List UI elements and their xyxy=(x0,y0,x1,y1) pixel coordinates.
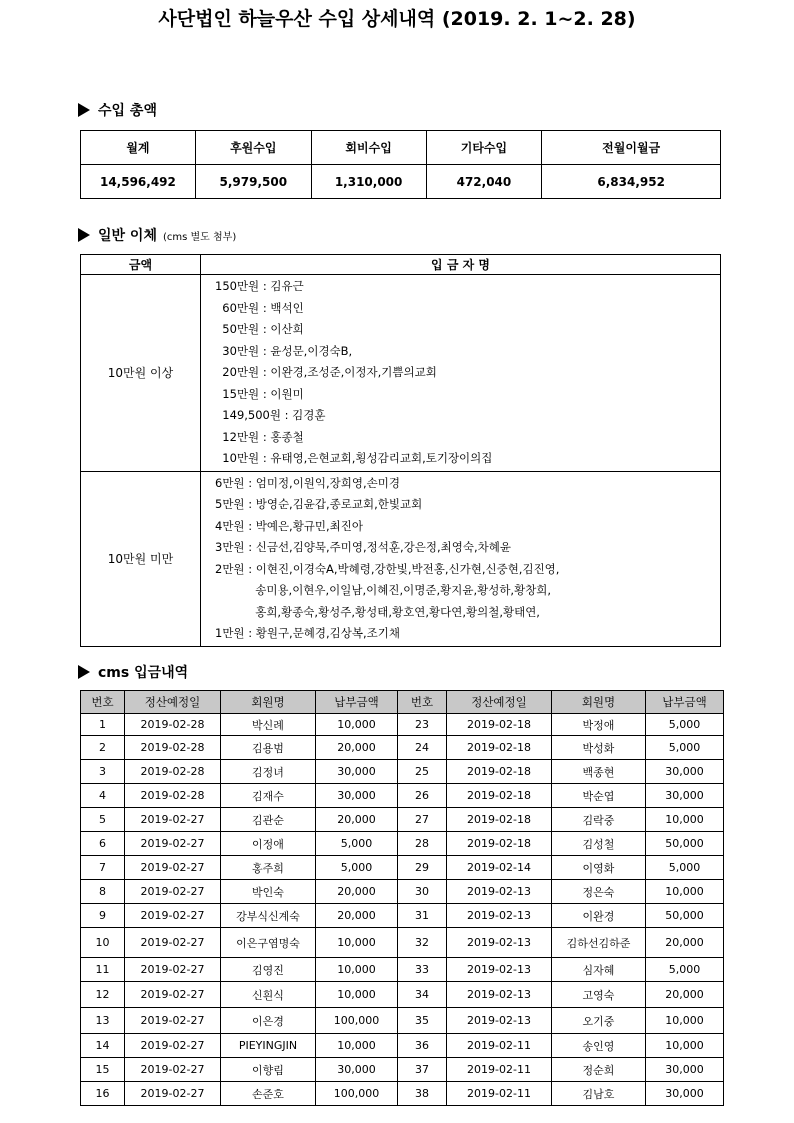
cms-cell: 32 xyxy=(398,928,447,958)
cms-cell: 김정녀 xyxy=(221,760,316,784)
cms-cell: 37 xyxy=(398,1058,447,1082)
cms-cell: 10,000 xyxy=(646,1034,724,1058)
cms-cell: 2019-02-28 xyxy=(125,784,221,808)
cms-header-row xyxy=(81,691,724,714)
cms-cell: 30,000 xyxy=(646,1082,724,1106)
cms-cell: 이향림 xyxy=(221,1058,316,1082)
cms-cell: 2019-02-18 xyxy=(447,714,552,736)
cms-cell: 10,000 xyxy=(316,1034,398,1058)
cms-cell: 박정애 xyxy=(552,714,646,736)
cms-cell: 이은구염명숙 xyxy=(221,928,316,958)
cms-header-cell: 납부금액 xyxy=(646,691,724,714)
table-row xyxy=(81,1034,724,1058)
table-row xyxy=(81,1058,724,1082)
table-row xyxy=(81,714,724,736)
cms-cell: 30,000 xyxy=(316,784,398,808)
general-line: 50만원 : 이산희 xyxy=(215,322,304,336)
cms-cell: 2019-02-13 xyxy=(447,904,552,928)
cms-cell: 5,000 xyxy=(316,856,398,880)
cms-cell: 9 xyxy=(81,904,125,928)
section-cms-label: cms 입금내역 xyxy=(98,665,189,681)
cms-cell: 20,000 xyxy=(316,880,398,904)
cms-cell: 5,000 xyxy=(646,714,724,736)
cms-cell: 4 xyxy=(81,784,125,808)
cms-cell: 31 xyxy=(398,904,447,928)
cms-header-cell: 회원명 xyxy=(221,691,316,714)
cms-cell: 2019-02-18 xyxy=(447,832,552,856)
cms-cell: 29 xyxy=(398,856,447,880)
triangle-right-icon xyxy=(78,103,90,117)
table-row xyxy=(81,880,724,904)
cms-cell: 정순희 xyxy=(552,1058,646,1082)
cms-cell: 36 xyxy=(398,1034,447,1058)
summary-value: 5,979,500 xyxy=(195,165,311,199)
cms-cell: 25 xyxy=(398,760,447,784)
table-row xyxy=(81,760,724,784)
cms-cell: 12 xyxy=(81,982,125,1008)
cms-cell: 20,000 xyxy=(646,928,724,958)
cms-cell: 2019-02-27 xyxy=(125,928,221,958)
general-transfer-table xyxy=(80,254,721,647)
general-line: 송미용,이현우,이일남,이혜진,이명준,황지윤,황성하,황창희, xyxy=(215,583,552,597)
cms-cell: 6 xyxy=(81,832,125,856)
cms-cell: 38 xyxy=(398,1082,447,1106)
cms-cell: 김하선김하준 xyxy=(552,928,646,958)
summary-table xyxy=(80,130,721,199)
general-line: 6만원 : 엄미정,이원익,장희영,손미경 xyxy=(215,475,400,490)
general-line: 20만원 : 이완경,조성준,이정자,기쁨의교회 xyxy=(215,365,437,379)
cms-cell: 13 xyxy=(81,1008,125,1034)
cms-cell: 20,000 xyxy=(316,904,398,928)
section-general-note: (cms 별도 첨부) xyxy=(162,232,237,243)
table-row xyxy=(81,832,724,856)
table-row xyxy=(81,928,724,958)
table-row xyxy=(81,736,724,760)
section-cms-heading xyxy=(78,662,188,682)
cms-cell: 30 xyxy=(398,880,447,904)
cms-cell: 2019-02-18 xyxy=(447,736,552,760)
cms-deposit-table xyxy=(80,690,724,1106)
general-line: 1만원 : 황원구,문혜경,김상복,조기채 xyxy=(215,626,400,640)
cms-cell: 24 xyxy=(398,736,447,760)
cms-cell: 2019-02-11 xyxy=(447,1082,552,1106)
general-line: 30만원 : 윤성문,이경숙B, xyxy=(215,343,353,358)
general-header-row xyxy=(81,255,721,275)
summary-header: 월계 xyxy=(81,131,196,165)
table-row xyxy=(81,1082,724,1106)
section-general-heading xyxy=(78,225,236,245)
cms-cell: 2019-02-27 xyxy=(125,958,221,982)
cms-header-cell: 납부금액 xyxy=(316,691,398,714)
summary-header: 후원수입 xyxy=(195,131,311,165)
cms-cell: 심자혜 xyxy=(552,958,646,982)
general-line: 60만원 : 백석인 xyxy=(215,300,304,315)
cms-cell: 2019-02-27 xyxy=(125,1034,221,1058)
cms-cell: 2019-02-27 xyxy=(125,856,221,880)
cms-cell: 1 xyxy=(81,714,125,736)
cms-cell: 16 xyxy=(81,1082,125,1106)
cms-header-cell: 번호 xyxy=(81,691,125,714)
cms-cell: 10,000 xyxy=(316,714,398,736)
cms-cell: 33 xyxy=(398,958,447,982)
table-row xyxy=(81,958,724,982)
cms-header-cell: 회원명 xyxy=(552,691,646,714)
cms-cell: 50,000 xyxy=(646,832,724,856)
cms-cell: 김락중 xyxy=(552,808,646,832)
cms-cell: 2019-02-18 xyxy=(447,784,552,808)
summary-header-row xyxy=(81,131,721,165)
cms-cell: 34 xyxy=(398,982,447,1008)
cms-cell: 35 xyxy=(398,1008,447,1034)
cms-cell: 2019-02-11 xyxy=(447,1058,552,1082)
general-line: 15만원 : 이원미 xyxy=(215,386,304,401)
cms-cell: 2019-02-18 xyxy=(447,808,552,832)
general-line: 10만원 : 유태영,은현교회,횡성감리교회,토기장이의집 xyxy=(215,451,493,465)
cms-header-cell: 정산예정일 xyxy=(447,691,552,714)
cms-cell: 10,000 xyxy=(316,982,398,1008)
cms-cell: 이정애 xyxy=(221,832,316,856)
cms-cell: 2019-02-13 xyxy=(447,928,552,958)
general-group-label: 10만원 미만 xyxy=(81,471,201,646)
cms-cell: 2019-02-27 xyxy=(125,982,221,1008)
triangle-right-icon xyxy=(78,665,90,679)
cms-cell: 김용범 xyxy=(221,736,316,760)
cms-cell: 2019-02-13 xyxy=(447,880,552,904)
general-group-row xyxy=(81,471,721,646)
cms-cell: 20,000 xyxy=(316,736,398,760)
cms-cell: 김재수 xyxy=(221,784,316,808)
cms-cell: 2019-02-27 xyxy=(125,1058,221,1082)
cms-cell: 30,000 xyxy=(316,760,398,784)
general-header-depositor: 입 금 자 명 xyxy=(201,255,721,275)
general-group-lines xyxy=(201,471,721,646)
cms-cell: 28 xyxy=(398,832,447,856)
cms-cell: 20,000 xyxy=(316,808,398,832)
section-summary-label: 수입 총액 xyxy=(98,103,157,119)
cms-header-cell: 번호 xyxy=(398,691,447,714)
cms-cell: 송인영 xyxy=(552,1034,646,1058)
cms-cell: 2019-02-27 xyxy=(125,880,221,904)
cms-cell: 2019-02-27 xyxy=(125,1082,221,1106)
table-row xyxy=(81,1008,724,1034)
cms-cell: 홍주희 xyxy=(221,856,316,880)
cms-cell: 정은숙 xyxy=(552,880,646,904)
cms-cell: 2019-02-27 xyxy=(125,832,221,856)
cms-cell: 김관순 xyxy=(221,808,316,832)
cms-cell: 5,000 xyxy=(316,832,398,856)
page-title: 사단법인 하늘우산 수입 상세내역 (2019. 2. 1~2. 28) xyxy=(158,8,636,30)
cms-cell: 50,000 xyxy=(646,904,724,928)
cms-cell: 김성철 xyxy=(552,832,646,856)
cms-cell: 2019-02-27 xyxy=(125,904,221,928)
cms-cell: 10,000 xyxy=(646,880,724,904)
table-row xyxy=(81,904,724,928)
general-line: 149,500원 : 김경훈 xyxy=(215,408,326,422)
cms-cell: 8 xyxy=(81,880,125,904)
cms-cell: 2019-02-14 xyxy=(447,856,552,880)
cms-cell: 2019-02-28 xyxy=(125,714,221,736)
summary-header: 기타수입 xyxy=(426,131,542,165)
summary-value: 472,040 xyxy=(426,165,542,199)
general-group-lines xyxy=(201,275,721,472)
cms-cell: 10,000 xyxy=(646,1008,724,1034)
cms-cell: 10 xyxy=(81,928,125,958)
cms-cell: 박성화 xyxy=(552,736,646,760)
cms-cell: 강부식신계숙 xyxy=(221,904,316,928)
cms-cell: 박인숙 xyxy=(221,880,316,904)
cms-cell: 2019-02-13 xyxy=(447,1008,552,1034)
general-line: 12만원 : 홍종철 xyxy=(215,429,304,444)
cms-cell: 30,000 xyxy=(646,1058,724,1082)
cms-cell: 11 xyxy=(81,958,125,982)
cms-cell: 이완경 xyxy=(552,904,646,928)
cms-cell: 김영진 xyxy=(221,958,316,982)
cms-cell: 10,000 xyxy=(646,808,724,832)
cms-cell: 2019-02-18 xyxy=(447,760,552,784)
summary-header: 전월이월금 xyxy=(542,131,721,165)
summary-value-row xyxy=(81,165,721,199)
cms-cell: 100,000 xyxy=(316,1008,398,1034)
cms-cell: 14 xyxy=(81,1034,125,1058)
cms-cell: 10,000 xyxy=(316,958,398,982)
general-line: 150만원 : 김유근 xyxy=(215,279,304,293)
cms-header-cell: 정산예정일 xyxy=(125,691,221,714)
cms-cell: 30,000 xyxy=(646,760,724,784)
cms-cell: 5,000 xyxy=(646,856,724,880)
summary-value: 1,310,000 xyxy=(311,165,426,199)
summary-value: 6,834,952 xyxy=(542,165,721,199)
cms-cell: 30,000 xyxy=(646,784,724,808)
cms-cell: 2 xyxy=(81,736,125,760)
section-general-label: 일반 이체 xyxy=(98,228,157,244)
cms-cell: 5,000 xyxy=(646,958,724,982)
cms-body xyxy=(81,714,724,1106)
cms-cell: 23 xyxy=(398,714,447,736)
table-row xyxy=(81,856,724,880)
cms-cell: 20,000 xyxy=(646,982,724,1008)
general-line: 2만원 : 이현진,이경숙A,박혜령,강한빛,박전홍,신가현,신중현,김진영, xyxy=(215,561,560,576)
cms-cell: 26 xyxy=(398,784,447,808)
cms-cell: 박신례 xyxy=(221,714,316,736)
cms-cell: 백종현 xyxy=(552,760,646,784)
cms-cell: 신흰식 xyxy=(221,982,316,1008)
cms-cell: 이은경 xyxy=(221,1008,316,1034)
summary-value: 14,596,492 xyxy=(81,165,196,199)
cms-cell: 2019-02-28 xyxy=(125,760,221,784)
general-line: 홍희,황종숙,황성주,황성태,황호연,황다연,황의철,황태연, xyxy=(215,604,540,619)
cms-cell: 김남호 xyxy=(552,1082,646,1106)
section-summary-heading xyxy=(78,100,157,120)
cms-cell: 2019-02-13 xyxy=(447,982,552,1008)
cms-cell: 5 xyxy=(81,808,125,832)
cms-cell: 30,000 xyxy=(316,1058,398,1082)
cms-cell: 2019-02-28 xyxy=(125,736,221,760)
cms-cell: 27 xyxy=(398,808,447,832)
cms-cell: 5,000 xyxy=(646,736,724,760)
cms-cell: 10,000 xyxy=(316,928,398,958)
general-line: 3만원 : 신금선,김양묵,주미영,정석훈,강은정,최영숙,차혜윤 xyxy=(215,540,511,554)
cms-cell: 2019-02-11 xyxy=(447,1034,552,1058)
cms-cell: 오기중 xyxy=(552,1008,646,1034)
cms-cell: PIEYINGJIN xyxy=(221,1034,316,1058)
general-header-amount: 금액 xyxy=(81,255,201,275)
cms-cell: 7 xyxy=(81,856,125,880)
table-row xyxy=(81,784,724,808)
general-line: 4만원 : 박예은,황규민,최진아 xyxy=(215,518,364,533)
cms-cell: 고영숙 xyxy=(552,982,646,1008)
triangle-right-icon xyxy=(78,228,90,242)
summary-header: 회비수입 xyxy=(311,131,426,165)
table-row xyxy=(81,982,724,1008)
table-row xyxy=(81,808,724,832)
general-group-label: 10만원 이상 xyxy=(81,275,201,472)
cms-cell: 3 xyxy=(81,760,125,784)
cms-cell: 2019-02-27 xyxy=(125,808,221,832)
cms-cell: 손준호 xyxy=(221,1082,316,1106)
cms-cell: 박순엽 xyxy=(552,784,646,808)
general-group-row xyxy=(81,275,721,472)
cms-cell: 15 xyxy=(81,1058,125,1082)
cms-cell: 2019-02-13 xyxy=(447,958,552,982)
cms-cell: 이영화 xyxy=(552,856,646,880)
general-line: 5만원 : 방영순,김윤갑,종로교회,한빛교회 xyxy=(215,497,423,511)
cms-cell: 100,000 xyxy=(316,1082,398,1106)
cms-cell: 2019-02-27 xyxy=(125,1008,221,1034)
